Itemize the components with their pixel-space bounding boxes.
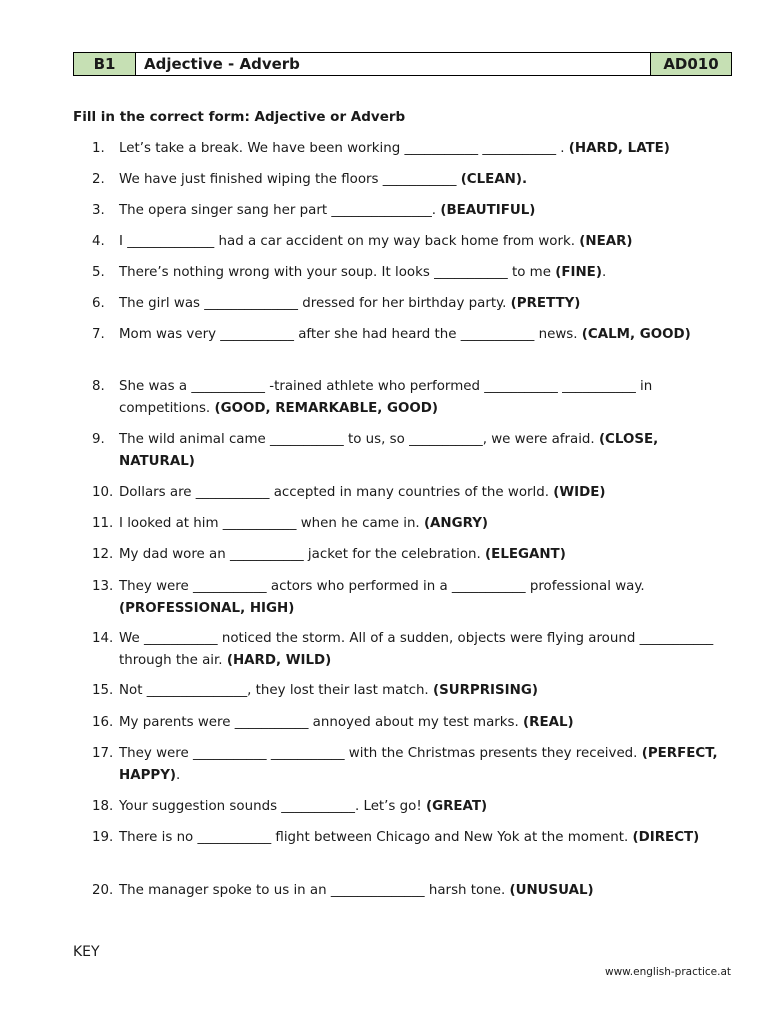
- exercise-number: 16.: [92, 715, 114, 730]
- exercise-text: The girl was ______________ dressed for her birthday party.: [119, 296, 511, 311]
- exercise-text: My parents were ___________ annoyed about my test marks.: [119, 715, 524, 730]
- exercise-hint: (PRETTY): [510, 296, 581, 311]
- exercise-item: [92, 712, 732, 734]
- exercise-sentence: [119, 743, 732, 787]
- worksheet-header: [73, 52, 732, 76]
- exercise-hint: (ELEGANT): [485, 547, 566, 562]
- exercise-number: 20.: [92, 883, 114, 898]
- exercise-hint: (FINE): [555, 265, 602, 280]
- exercise-sentence: [119, 796, 732, 818]
- exercise-hint: (DIRECT): [632, 830, 700, 845]
- exercise-sentence: [119, 429, 732, 473]
- exercise-hint: (HARD, LATE): [568, 141, 670, 156]
- exercise-text: Dollars are ___________ accepted in many countries of the world.: [119, 485, 554, 500]
- exercise-number: 4.: [92, 234, 105, 249]
- worksheet-code: AD010: [650, 53, 731, 75]
- exercise-text: The opera singer sang her part _______________.: [119, 203, 441, 218]
- exercise-sentence: [119, 169, 732, 191]
- exercise-number: 2.: [92, 172, 105, 187]
- exercise-text: I _____________ had a car accident on my way back home from work.: [119, 234, 580, 249]
- exercise-sentence: [119, 628, 732, 672]
- exercise-number: 19.: [92, 830, 114, 845]
- exercise-sentence: [119, 293, 732, 315]
- instruction-heading: Fill in the correct form: Adjective or Adverb: [73, 109, 406, 125]
- exercise-number: 12.: [92, 547, 114, 562]
- exercise-item: [92, 262, 732, 284]
- answer-key-label: KEY: [73, 944, 100, 960]
- exercise-item: [92, 231, 732, 253]
- exercise-item: [92, 576, 732, 620]
- exercise-tail: .: [601, 265, 607, 280]
- exercise-text: We have just finished wiping the floors ___________: [119, 172, 461, 187]
- exercise-number: 14.: [92, 631, 114, 646]
- exercise-sentence: [119, 680, 732, 702]
- exercise-number: 18.: [92, 799, 114, 814]
- exercise-sentence: [119, 712, 732, 734]
- exercise-text: There is no ___________ flight between Chicago and New Yok at the moment.: [119, 830, 633, 845]
- exercise-hint: (WIDE): [553, 485, 606, 500]
- exercise-sentence: [119, 138, 732, 160]
- exercise-item: [92, 376, 732, 420]
- exercise-sentence: [119, 200, 732, 222]
- exercise-sentence: [119, 482, 732, 504]
- exercise-sentence: [119, 544, 732, 566]
- exercise-tail: .: [176, 768, 181, 783]
- exercise-number: 8.: [92, 379, 105, 394]
- exercise-number: 3.: [92, 203, 105, 218]
- exercise-hint: (CALM, GOOD): [581, 327, 691, 342]
- exercise-number: 6.: [92, 296, 105, 311]
- exercise-hint: (SURPRISING): [432, 683, 538, 698]
- exercise-item: [92, 169, 732, 191]
- exercise-text: They were ___________ ___________ with the Christmas presents they received.: [119, 746, 642, 761]
- exercise-item: [92, 796, 732, 818]
- exercise-text: Let’s take a break. We have been working ___________ ___________ .: [119, 141, 569, 156]
- exercise-item: [92, 628, 732, 672]
- exercise-hint: (PERFECT, HAPPY): [119, 746, 718, 783]
- exercise-hint: (CLEAN).: [460, 172, 528, 187]
- exercise-text: She was a ___________ -trained athlete who performed ___________ ___________ in competitions.: [119, 379, 653, 416]
- exercise-text: They were ___________ actors who performed in a ___________ professional way.: [119, 579, 645, 594]
- exercise-hint: (PROFESSIONAL, HIGH): [119, 601, 295, 616]
- exercise-hint: (GOOD, REMARKABLE, GOOD): [214, 401, 439, 416]
- exercise-hint: (GREAT): [425, 799, 488, 814]
- exercise-sentence: [119, 880, 732, 902]
- exercise-item: [92, 513, 732, 535]
- exercise-item: [92, 680, 732, 702]
- exercise-item: [92, 544, 732, 566]
- exercise-number: 1.: [92, 141, 105, 156]
- exercise-text: The wild animal came ___________ to us, so ___________, we were afraid.: [119, 432, 599, 447]
- exercise-number: 13.: [92, 579, 114, 594]
- exercise-hint: (CLOSE, NATURAL): [119, 432, 659, 469]
- exercise-text: Mom was very ___________ after she had heard the ___________ news.: [119, 327, 582, 342]
- exercise-sentence: [119, 513, 732, 535]
- exercise-text: I looked at him ___________ when he came in.: [119, 516, 424, 531]
- exercise-hint: (NEAR): [579, 234, 633, 249]
- exercise-text: Your suggestion sounds ___________. Let’s go!: [119, 799, 426, 814]
- exercise-sentence: [119, 231, 732, 253]
- exercise-number: 5.: [92, 265, 105, 280]
- exercise-text: There’s nothing wrong with your soup. It looks ___________ to me: [119, 265, 556, 280]
- exercise-number: 15.: [92, 683, 114, 698]
- source-url: www.english-practice.at: [604, 966, 731, 978]
- exercise-number: 17.: [92, 746, 114, 761]
- exercise-item: [92, 429, 732, 473]
- exercise-text: Not _______________, they lost their last match.: [119, 683, 433, 698]
- exercise-hint: (BEAUTIFUL): [440, 203, 536, 218]
- exercise-item: [92, 324, 732, 346]
- exercise-item: [92, 827, 732, 849]
- exercise-text: The manager spoke to us in an ______________ harsh tone.: [119, 883, 510, 898]
- exercise-hint: (REAL): [523, 715, 574, 730]
- exercise-sentence: [119, 376, 732, 420]
- exercise-item: [92, 743, 732, 787]
- exercise-hint: (ANGRY): [423, 516, 489, 531]
- exercise-text: My dad wore an ___________ jacket for the celebration.: [119, 547, 486, 562]
- exercise-item: [92, 482, 732, 504]
- exercise-item: [92, 138, 732, 160]
- exercise-number: 7.: [92, 327, 105, 342]
- exercise-number: 9.: [92, 432, 105, 447]
- exercise-item: [92, 880, 732, 902]
- exercise-sentence: [119, 576, 732, 620]
- level-badge: B1: [74, 53, 136, 75]
- exercise-item: [92, 293, 732, 315]
- worksheet-title: Adjective - Adverb: [144, 55, 300, 73]
- exercise-item: [92, 200, 732, 222]
- exercise-number: 11.: [92, 516, 114, 531]
- exercise-sentence: [119, 324, 732, 346]
- exercise-text: We ___________ noticed the storm. All of a sudden, objects were flying around ___________ through the air.: [119, 631, 714, 668]
- exercise-number: 10.: [92, 485, 114, 500]
- exercise-hint: (UNUSUAL): [509, 883, 594, 898]
- exercise-sentence: [119, 262, 732, 284]
- exercise-hint: (HARD, WILD): [226, 653, 332, 668]
- exercise-sentence: [119, 827, 732, 849]
